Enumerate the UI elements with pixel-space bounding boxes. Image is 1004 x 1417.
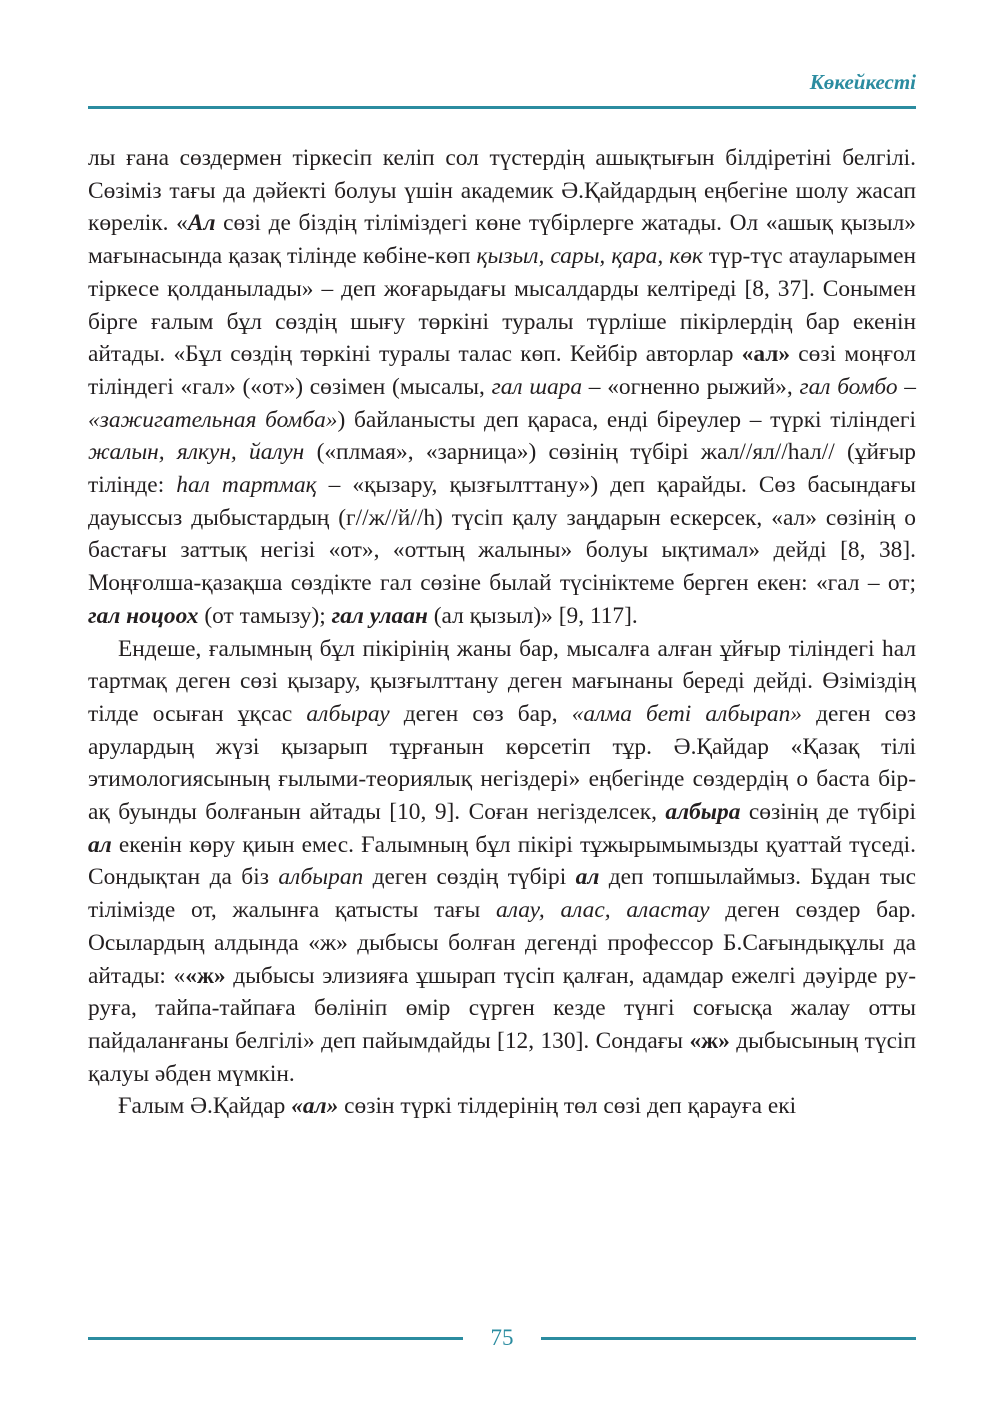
- text-run: деген сөздер бар. Осылардың алдында «ж» дыбысы болған дегенді профессор Б.Сағындықұлы да айтады: «: [88, 897, 916, 989]
- emphasized-text: албыра: [665, 799, 741, 826]
- emphasized-text: «ж»: [185, 962, 226, 989]
- running-header-title: Көкейкесті: [809, 70, 916, 94]
- text-run: сөзін түркі тілдерінің төл сөзі деп қарауға екі: [338, 1093, 797, 1120]
- emphasized-text: албырау: [306, 700, 390, 727]
- body-paragraph: [88, 633, 916, 1091]
- text-run: түр-түс атауларымен тіркесе қолданылады» – деп жоғарыдағы мысалдарды келтіреді [8, 37]. Сонымен бірге ғалым бұл сөздің шығу төркіні туралы түрліше пікірлердің бар екенін айтады. «Бұл сөздің төркіні туралы талас көп. Кейбір авторлар: [88, 243, 917, 368]
- text-run: деген сөз бар,: [389, 700, 572, 727]
- emphasized-text: Ал: [187, 210, 216, 237]
- emphasized-text: «ж»: [689, 1027, 730, 1054]
- emphasized-text: гал улаан: [331, 602, 428, 629]
- text-run: («плмая», «зарница») сөзінің түбірі жал//ял//һал// (ұйғыр тілінде:: [88, 439, 917, 499]
- footer-divider-left: [88, 1337, 463, 1340]
- emphasized-text: «алма беті албырап»: [571, 700, 802, 727]
- text-run: екенін көру қиын емес. Ғалымның бұл пікірі тұжырымымызды қуаттай түседі. Сондықтан да біз: [88, 831, 916, 891]
- footer-divider-right: [541, 1337, 916, 1340]
- text-run: сөзі моңғол тіліндегі «гал» («от») сөзімен (мысалы,: [88, 341, 916, 400]
- emphasized-text: гал шара: [491, 373, 583, 400]
- text-run: ) байланысты деп қараса, енді біреулер – түркі тіліндегі: [337, 406, 916, 433]
- text-run: дыбысы элизияға ұшырап түсіп қалған, адамдар ежелгі дәуірде ру-руға, тайпа-тайпаға бөлініп өмір сүрген кезде түнгі соғысқа жалау отты пайдаланғаны белгілі» деп пайымдайды [12, 130]. Сондағы: [88, 962, 916, 1054]
- text-run: дыбысының түсіп қалуы әбден мүмкін.: [88, 1027, 917, 1087]
- text-run: деген сөздің түбірі: [363, 864, 576, 891]
- text-run: (от тамызу);: [198, 602, 332, 629]
- body-paragraph: [88, 1090, 916, 1123]
- text-run: лы ғана сөздермен тіркесіп келіп сол түстердің ашықтығын білдіретіні белгілі. Сөзіміз тағы да дәйекті болуы үшін академик Ә.Қайдардың еңбегіне шолу жасап көрелік. «: [88, 145, 916, 237]
- text-run: деген сөз арулардың жүзі қызарып тұрғанын көрсетіп тұр. Ә.Қайдар «Қазақ тілі этимологиясының ғылыми-теориялық негіздері» еңбегінде сөздердің о баста бір-ақ буынды болғанын айтады [10, 9]. Соған негізделсек,: [88, 700, 916, 826]
- text-run: сөзі де біздің тіліміздегі көне түбірлерге жатады. Ол «ашық қызыл» мағынасында қазақ тілінде көбіне-көп: [88, 210, 916, 270]
- text-run: сөзінің де түбірі: [740, 799, 916, 826]
- text-run: – «огненно рыжий»,: [582, 373, 800, 400]
- emphasized-text: ал: [575, 864, 600, 891]
- body-text: [88, 142, 916, 1123]
- text-run: Ендеше, ғалымның бұл пікірінің жаны бар, мысалға алған ұйғыр тіліндегі һал тартмақ деген сөзі қызару, қызғылттану деген мағынаны береді дейді. Өзіміздің тілде осыған ұқсас: [88, 635, 916, 727]
- emphasized-text: «ал»: [291, 1093, 339, 1120]
- emphasized-text: гал ноцоох: [88, 602, 199, 629]
- page-number: 75: [490, 1325, 514, 1350]
- emphasized-text: һал тартмақ: [176, 472, 317, 499]
- emphasized-text: алау, алас, аластау: [496, 897, 710, 924]
- emphasized-text: «ал»: [741, 341, 791, 368]
- header-divider: [88, 106, 916, 109]
- text-run: деп топшылаймыз. Бұдан тыс тілімізде от, жалынға қатысты тағы: [88, 864, 917, 924]
- body-paragraph: [88, 142, 916, 633]
- emphasized-text: қызыл, сары, қара, көк: [476, 243, 703, 270]
- emphasized-text: албырап: [278, 864, 364, 891]
- text-run: Ғалым Ә.Қайдар: [118, 1093, 292, 1120]
- emphasized-text: жалын, ялкун, йалун: [88, 439, 305, 466]
- emphasized-text: гал бомбо – «зажигательная бомба»: [88, 373, 916, 433]
- text-run: (ал қызыл)» [9, 117].: [427, 602, 638, 629]
- emphasized-text: ал: [88, 831, 112, 858]
- text-run: – «қызару, қызғылттану») деп қарайды. Сөз басындағы дауыссыз дыбыстардың (г//ж//й//h) түсіп қалу заңдарын ескерсек, «ал» сөзінің о бастағы заттық негізі «от», «оттың жалыны» болуы ықтимал» дейді [8, 38]. Моңғолша-қазақша сөздікте гал сөзіне былай түсініктеме берген екен: «гал – от;: [88, 472, 916, 597]
